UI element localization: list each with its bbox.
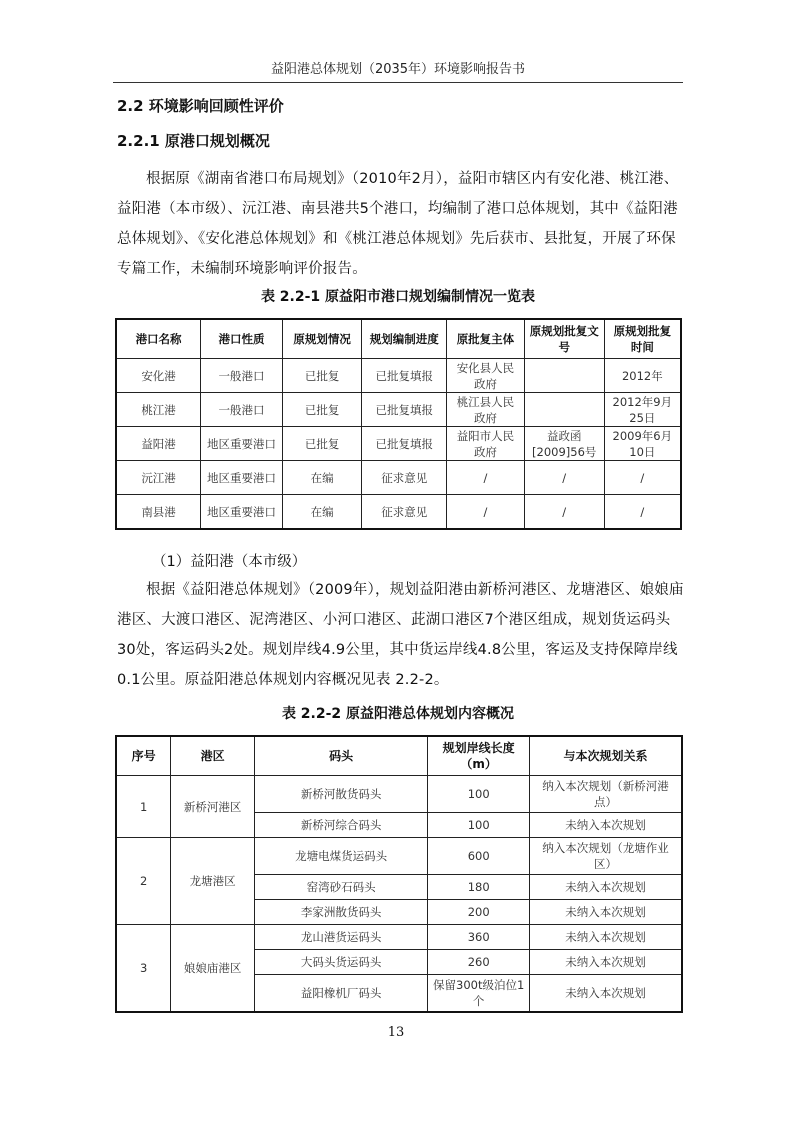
section-heading: 2.2 环境影响回顾性评价 — [117, 97, 284, 115]
paragraph-2-text: 根据《益阳港总体规划》（2009年），规划益阳港由新桥河港区、龙塘港区、娘娘庙港区、大渡口港区、泥湾港区、小河口港区、茈湖口港区7个港区组成，规划货运码头30处，客运码头2处。规划岸线4.9公里，其中货运岸线4.8公里，客运及支持保障岸线0.1公里。原益阳港总体规划内容概况见表 2.2-2。 — [117, 582, 684, 688]
table-cell: 沅江港 — [116, 461, 201, 495]
table-cell: 地区重要港口 — [201, 495, 283, 530]
table-cell: 已批复 — [282, 427, 362, 461]
table-cell: 200 — [428, 900, 530, 925]
column-header: 原批复主体 — [447, 319, 525, 359]
table-cell: 100 — [428, 813, 530, 838]
subsection-heading: 2.2.1 原港口规划概况 — [117, 132, 270, 150]
table-cell: 纳入本次规划（龙塘作业区） — [530, 838, 682, 875]
table-cell: 安化港 — [116, 359, 201, 393]
port-planning-table — [115, 318, 682, 530]
table-cell: 180 — [428, 875, 530, 900]
table-cell: 益阳市人民政府 — [447, 427, 525, 461]
table-cell: 新桥河综合码头 — [255, 813, 428, 838]
table-cell: / — [447, 461, 525, 495]
column-header: 港口性质 — [201, 319, 283, 359]
table-cell: 龙山港货运码头 — [255, 925, 428, 950]
column-header: 规划编制进度 — [362, 319, 447, 359]
table-cell: 南县港 — [116, 495, 201, 530]
table-cell: 龙塘电煤货运码头 — [255, 838, 428, 875]
table2-caption: 表 2.2-2 原益阳港总体规划内容概况 — [281, 706, 515, 722]
table-cell: 地区重要港口 — [201, 427, 283, 461]
column-header: 序号 — [116, 736, 171, 776]
row-number: 1 — [116, 776, 171, 838]
page-header: 益阳港总体规划（2035年）环境影响报告书 — [113, 62, 683, 83]
table-row — [116, 776, 682, 813]
row-number: 2 — [116, 838, 171, 925]
table-cell: / — [604, 495, 681, 530]
table-cell: 征求意见 — [362, 461, 447, 495]
table-cell: 一般港口 — [201, 393, 283, 427]
paragraph-2 — [117, 575, 687, 695]
table-cell: 未纳入本次规划 — [530, 925, 682, 950]
table-cell: / — [604, 461, 681, 495]
column-header: 码头 — [255, 736, 428, 776]
table-cell: 600 — [428, 838, 530, 875]
row-number: 3 — [116, 925, 171, 1013]
table-row — [116, 427, 681, 461]
table-cell: 未纳入本次规划 — [530, 813, 682, 838]
table-cell: 已批复填报 — [362, 427, 447, 461]
page-number: 13 — [387, 1025, 405, 1040]
table-cell: 已批复 — [282, 359, 362, 393]
table-cell: 未纳入本次规划 — [530, 975, 682, 1013]
table-cell: 纳入本次规划（新桥河港点） — [530, 776, 682, 813]
table-cell: / — [524, 495, 604, 530]
table-cell: 益阳橡机厂码头 — [255, 975, 428, 1013]
table-cell: 大码头货运码头 — [255, 950, 428, 975]
table-cell: 在编 — [282, 461, 362, 495]
table-cell: 在编 — [282, 495, 362, 530]
table-cell: 益阳港 — [116, 427, 201, 461]
table-cell: 征求意见 — [362, 495, 447, 530]
port-area: 新桥河港区 — [171, 776, 255, 838]
table-row — [116, 393, 681, 427]
table-cell: 已批复 — [282, 393, 362, 427]
table-cell: 地区重要港口 — [201, 461, 283, 495]
table-cell: 安化县人民政府 — [447, 359, 525, 393]
subheading-yiyang-port: （1）益阳港（本市级） — [152, 554, 307, 570]
column-header: 与本次规划关系 — [530, 736, 682, 776]
table1-caption: 表 2.2-1 原益阳市港口规划编制情况一览表 — [260, 289, 536, 305]
table-cell: 李家洲散货码头 — [255, 900, 428, 925]
column-header: 港区 — [171, 736, 255, 776]
column-header: 原规划批复时间 — [604, 319, 681, 359]
table-row — [116, 359, 681, 393]
paragraph-1 — [117, 164, 687, 284]
table-cell: 新桥河散货码头 — [255, 776, 428, 813]
port-area: 娘娘庙港区 — [171, 925, 255, 1013]
column-header: 规划岸线长度（m） — [428, 736, 530, 776]
table-cell: 未纳入本次规划 — [530, 900, 682, 925]
table-cell: 100 — [428, 776, 530, 813]
table-cell: 保留300t级泊位1个 — [428, 975, 530, 1013]
table-row — [116, 925, 682, 950]
paragraph-1-text: 根据原《湖南省港口布局规划》（2010年2月），益阳市辖区内有安化港、桃江港、益阳港（本市级）、沅江港、南县港共5个港口，均编制了港口总体规划，其中《益阳港总体规划》、《安化港总体规划》和《桃江港总体规划》先后获市、县批复，开展了环保专篇工作，未编制环境影响评价报告。 — [117, 171, 679, 277]
table-cell: / — [447, 495, 525, 530]
table-row — [116, 495, 681, 530]
table-cell: 已批复填报 — [362, 359, 447, 393]
table-header-row — [116, 736, 682, 776]
column-header: 原规划批复文号 — [524, 319, 604, 359]
table-cell: 2012年 — [604, 359, 681, 393]
table-row — [116, 838, 682, 875]
table-cell: 桃江县人民政府 — [447, 393, 525, 427]
table-cell: 未纳入本次规划 — [530, 950, 682, 975]
table-cell: 一般港口 — [201, 359, 283, 393]
table-cell: 益政函[2009]56号 — [524, 427, 604, 461]
table-row — [116, 461, 681, 495]
table-cell: 窑湾砂石码头 — [255, 875, 428, 900]
table-cell: 260 — [428, 950, 530, 975]
column-header: 港口名称 — [116, 319, 201, 359]
table-cell: / — [524, 461, 604, 495]
column-header: 原规划情况 — [282, 319, 362, 359]
table-cell: 2009年6月10日 — [604, 427, 681, 461]
table-cell: 已批复填报 — [362, 393, 447, 427]
table-cell — [524, 359, 604, 393]
table-cell — [524, 393, 604, 427]
table-cell: 未纳入本次规划 — [530, 875, 682, 900]
table-cell: 2012年9月25日 — [604, 393, 681, 427]
table-header-row — [116, 319, 681, 359]
table-cell: 360 — [428, 925, 530, 950]
table-cell: 桃江港 — [116, 393, 201, 427]
port-content-table — [115, 735, 683, 1013]
port-area: 龙塘港区 — [171, 838, 255, 925]
